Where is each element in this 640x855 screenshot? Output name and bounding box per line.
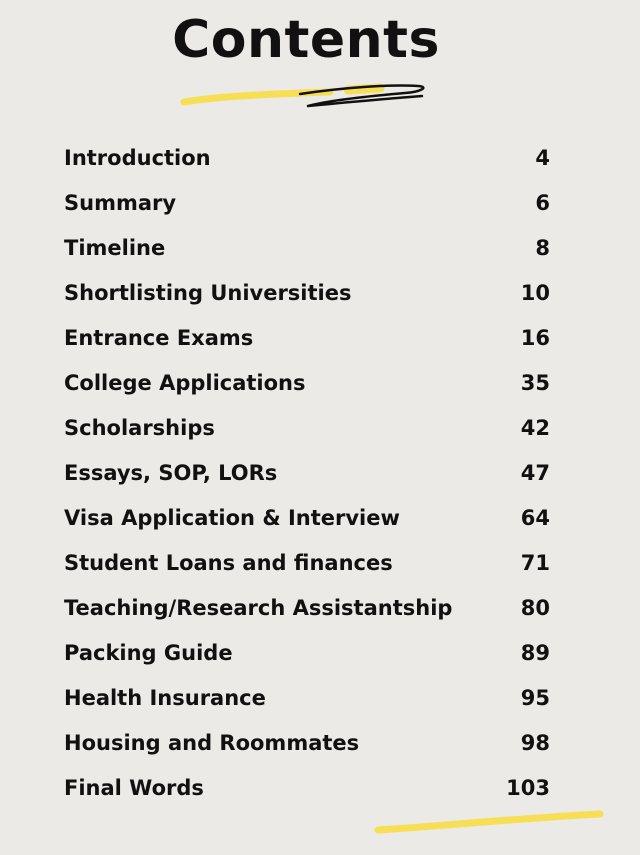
toc-entry[interactable] — [64, 180, 550, 225]
toc-entry[interactable] — [64, 225, 550, 270]
toc-entry-label: Timeline — [64, 235, 166, 260]
toc-entry-label: Housing and Roommates — [64, 730, 360, 755]
toc-entry-label: Visa Application & Interview — [64, 505, 400, 530]
toc-entry-label: Final Words — [64, 775, 204, 800]
toc-entry-page: 47 — [520, 460, 550, 485]
toc-entry[interactable] — [64, 540, 550, 585]
toc-entry-page: 71 — [520, 550, 550, 575]
toc-entry-label: Shortlisting Universities — [64, 280, 352, 305]
toc-entry-page: 8 — [535, 235, 550, 260]
toc-entry[interactable] — [64, 450, 550, 495]
toc-entry-label: Essays, SOP, LORs — [64, 460, 278, 485]
toc-entry[interactable] — [64, 720, 550, 765]
toc-entry[interactable] — [64, 405, 550, 450]
toc-entry[interactable] — [64, 135, 550, 180]
toc-entry[interactable] — [64, 315, 550, 360]
table-of-contents — [64, 135, 550, 810]
toc-entry-label: College Applications — [64, 370, 306, 395]
toc-entry[interactable] — [64, 270, 550, 315]
highlight-stroke-icon — [372, 806, 608, 836]
toc-entry-page: 95 — [520, 685, 550, 710]
toc-entry-label: Teaching/Research Assistantship — [64, 595, 453, 620]
toc-entry-page: 16 — [520, 325, 550, 350]
toc-entry-label: Health Insurance — [64, 685, 266, 710]
toc-entry-page: 98 — [520, 730, 550, 755]
toc-entry-label: Entrance Exams — [64, 325, 254, 350]
toc-entry[interactable] — [64, 675, 550, 720]
scribble-underline-icon — [180, 78, 430, 118]
toc-entry-page: 6 — [535, 190, 550, 215]
toc-entry-page: 35 — [520, 370, 550, 395]
toc-entry-page: 64 — [520, 505, 550, 530]
toc-entry-page: 42 — [520, 415, 550, 440]
toc-entry[interactable] — [64, 495, 550, 540]
toc-entry-label: Packing Guide — [64, 640, 233, 665]
toc-entry-label: Student Loans and finances — [64, 550, 393, 575]
toc-entry[interactable] — [64, 765, 550, 810]
toc-entry-page: 10 — [520, 280, 550, 305]
toc-entry-label: Introduction — [64, 145, 211, 170]
toc-entry[interactable] — [64, 585, 550, 630]
toc-entry-label: Summary — [64, 190, 177, 215]
toc-entry[interactable] — [64, 360, 550, 405]
toc-entry[interactable] — [64, 630, 550, 675]
toc-entry-label: Scholarships — [64, 415, 215, 440]
toc-entry-page: 103 — [506, 775, 550, 800]
page-title: Contents — [172, 10, 440, 70]
toc-entry-page: 89 — [520, 640, 550, 665]
toc-entry-page: 4 — [535, 145, 550, 170]
toc-entry-page: 80 — [520, 595, 550, 620]
